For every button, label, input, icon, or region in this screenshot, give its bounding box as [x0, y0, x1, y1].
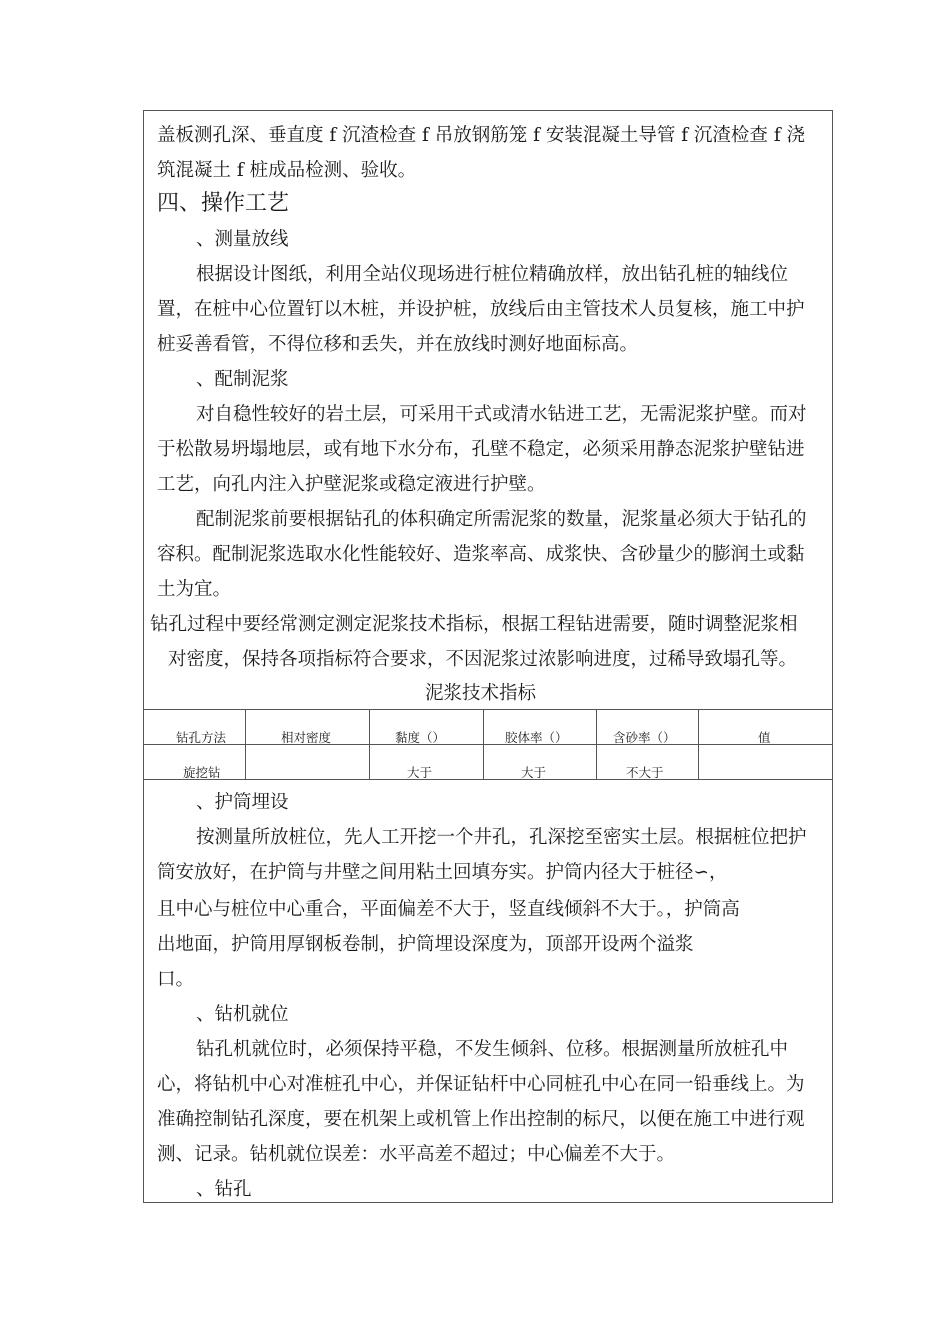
table-header-cell: 钻孔方法	[176, 730, 227, 745]
table-data-cell: 不大于	[626, 765, 664, 780]
slurry-p1-line-2: 于松散易坍塌地层，或有地下水分布，孔壁不稳定，必须采用静态泥浆护壁钻进	[157, 439, 805, 460]
survey-line-2: 置，在桩中心位置钉以木桩，并设护桩，放线后由主管技术人员复核，施工中护	[157, 299, 805, 320]
rig-title: 、钻机就位	[196, 1004, 289, 1025]
survey-title: 、测量放线	[196, 229, 289, 250]
casing-line-3: 且中心与桩位中心重合，平面偏差不大于，竖直线倾斜不大于。，护筒高	[157, 899, 740, 920]
table-col-divider	[596, 709, 597, 779]
rig-line-2: 心，将钻机中心对准桩孔中心，并保证钻杆中心同桩孔中心在同一铅垂线上。为	[157, 1074, 805, 1095]
casing-title: 、护筒埋设	[196, 792, 289, 813]
table-caption: 泥浆技术指标	[425, 683, 537, 704]
drill-title: 、钻孔	[196, 1179, 252, 1200]
casing-line-4: 出地面，护筒用厚钢板卷制，护筒埋设深度为，顶部开设两个溢浆	[157, 934, 694, 955]
table-col-divider	[369, 709, 370, 779]
slurry-p2-line-2: 容积。配制泥浆选取水化性能较好、造浆率高、成浆快、含砂量少的膨润土或黏	[157, 544, 805, 565]
slurry-p1-line-1: 对自稳性较好的岩土层，可采用干式或清水钻进工艺，无需泥浆护壁。而对	[196, 404, 807, 425]
table-row-divider	[143, 744, 833, 745]
table-data-cell: 大于	[407, 765, 433, 780]
survey-line-1: 根据设计图纸，利用全站仪现场进行桩位精确放样，放出钻孔桩的轴线位	[196, 264, 789, 285]
rig-line-3: 准确控制钻孔深度，要在机架上或机管上作出控制的标尺，以便在施工中进行观	[157, 1109, 805, 1130]
slurry-p1-line-3: 工艺，向孔内注入护壁泥浆或稳定液进行护壁。	[157, 474, 546, 495]
table-bottom-border	[143, 779, 833, 780]
rig-line-1: 钻孔机就位时，必须保持平稳，不发生倾斜、位移。根据测量所放桩孔中	[196, 1039, 789, 1060]
casing-line-1: 按测量所放桩位，先人工开挖一个井孔，孔深挖至密实土层。根据桩位把护	[196, 827, 807, 848]
slurry-p2-line-1: 配制泥浆前要根据钻孔的体积确定所需泥浆的数量，泥浆量必须大于钻孔的	[196, 509, 807, 530]
slurry-title: 、配制泥浆	[196, 369, 289, 390]
slurry-p2-line-3: 土为宜。	[157, 579, 232, 600]
intro-line-1: 盖板测孔深、垂直度 f 沉渣检查 f 吊放钢筋笼 f 安装混凝土导管 f 沉渣检查 f 浇	[157, 125, 806, 146]
table-header-cell: 胶体率（）	[505, 730, 568, 745]
table-data-cell: 旋挖钻	[183, 765, 221, 780]
table-header-cell: 值	[758, 730, 771, 745]
slurry-p3-line-2: 对密度，保持各项指标符合要求，不因泥浆过浓影响进度，过稀导致塌孔等。	[168, 649, 798, 670]
casing-line-5: 口。	[157, 969, 195, 990]
table-top-border	[143, 709, 833, 710]
casing-line-2: 筒安放好，在护筒与井壁之间用粘土回填夯实。护筒内径大于桩径∽，	[157, 862, 728, 883]
table-header-cell: 含砂率（）	[613, 730, 676, 745]
table-data-cell: 大于	[521, 765, 547, 780]
slurry-p3-line-1: 钻孔过程中要经常测定测定泥浆技术指标，根据工程钻进需要，随时调整泥浆相	[150, 614, 798, 635]
table-col-divider	[245, 709, 246, 779]
section-heading: 四、操作工艺	[157, 191, 290, 216]
intro-line-2: 筑混凝土 f 桩成品检测、验收。	[157, 160, 417, 181]
table-header-cell: 相对密度	[281, 730, 332, 745]
table-col-divider	[483, 709, 484, 779]
rig-line-4: 测、记录。钻机就位误差：水平高差不超过；中心偏差不大于。	[157, 1144, 676, 1165]
table-header-cell: 黏度（）	[395, 730, 446, 745]
table-col-divider	[698, 709, 699, 779]
survey-line-3: 桩妥善看管，不得位移和丢失，并在放线时测好地面标高。	[157, 334, 639, 355]
